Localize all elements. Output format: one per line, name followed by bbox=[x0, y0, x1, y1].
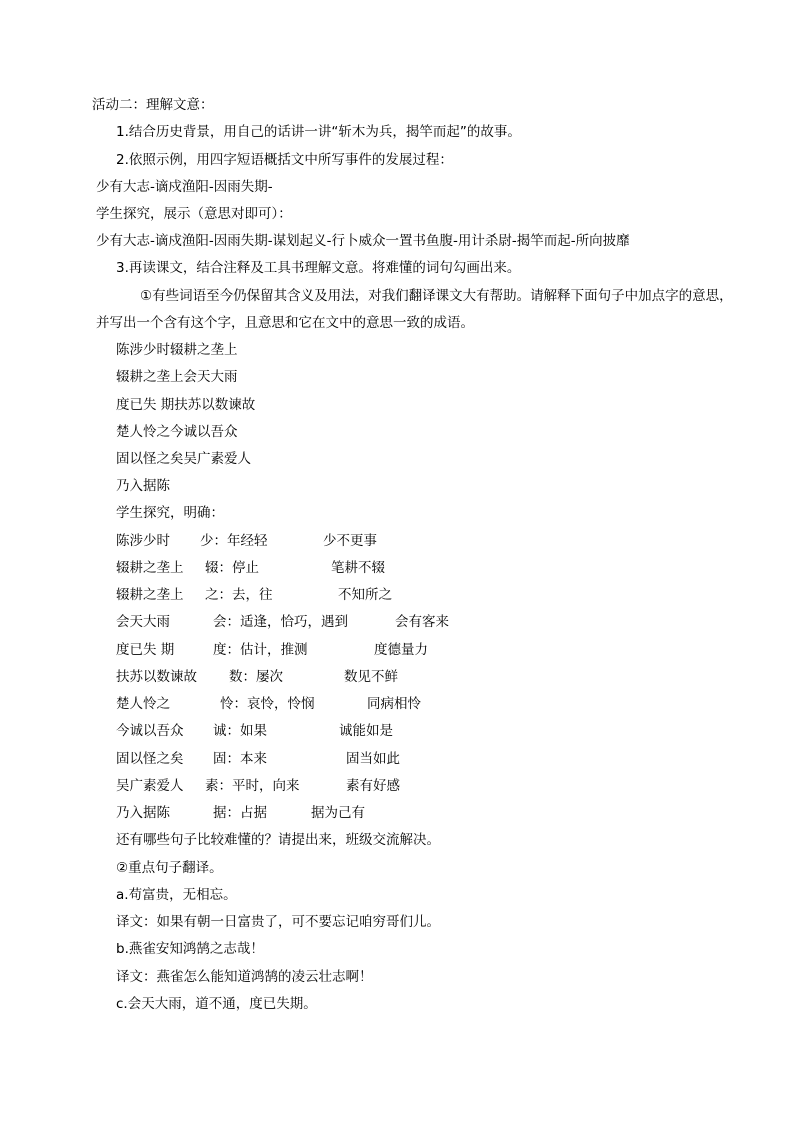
sentence-3: 度已失 期扶苏以数谏故 bbox=[116, 397, 256, 413]
student-explore-clarify: 学生探究，明确： bbox=[116, 505, 224, 521]
student-explore-show: 学生探究，展示（意思对即可）： bbox=[96, 206, 292, 222]
answer-phrase: 辍耕之垄上 bbox=[116, 587, 184, 603]
answer-meaning: 会：适逢，恰巧，遇到 bbox=[213, 614, 348, 630]
answer-meaning: 据：占据 bbox=[213, 805, 267, 821]
note-1-line-1: ①有些词语至今仍保留其含义及用法，对我们翻译课文大有帮助。请解释下面句子中加点字的意思， bbox=[140, 288, 733, 304]
answer-phrase: 辍耕之垄上 bbox=[116, 560, 184, 576]
task-3: 3.再读课文，结合注释及工具书理解文意。将难懂的词句勾画出来。 bbox=[116, 260, 521, 276]
answer-idiom: 会有客来 bbox=[395, 614, 449, 630]
answer-meaning: 怜：哀怜，怜悯 bbox=[220, 696, 315, 712]
answer-phrase: 固以怪之矣 bbox=[116, 751, 184, 767]
answer-phrase: 扶苏以数谏故 bbox=[116, 669, 197, 685]
answer-idiom: 固当如此 bbox=[346, 751, 400, 767]
answer-idiom: 不知所之 bbox=[338, 587, 392, 603]
answer-meaning: 辍：停止 bbox=[205, 560, 259, 576]
answer-meaning: 度：估计，推测 bbox=[213, 642, 308, 658]
answer-meaning: 数：屡次 bbox=[229, 669, 283, 685]
sentence-5: 固以怪之矣吴广素爱人 bbox=[116, 451, 251, 467]
sentence-6: 乃入据陈 bbox=[116, 478, 170, 494]
note-1-line-2: 并写出一个含有这个字，且意思和它在文中的意思一致的成语。 bbox=[96, 315, 474, 331]
answer-meaning: 固：本来 bbox=[213, 751, 267, 767]
answer-idiom: 笔耕不辍 bbox=[331, 560, 385, 576]
full-sequence: 少有大志-谪戍渔阳-因雨失期-谋划起义-行卜威众一置书鱼腹-用计杀尉-揭竿而起-所向披靡 bbox=[96, 233, 630, 249]
answer-phrase: 度已失 期 bbox=[116, 642, 175, 658]
answer-meaning: 之：去，往 bbox=[205, 587, 273, 603]
activity-heading: 活动二：理解文意： bbox=[92, 97, 214, 113]
item-a: a.苟富贵，无相忘。 bbox=[116, 887, 237, 903]
answer-phrase: 陈涉少时 bbox=[116, 533, 170, 549]
sentence-2: 辍耕之垄上会天大雨 bbox=[116, 369, 238, 385]
answer-idiom: 同病相怜 bbox=[367, 696, 421, 712]
answer-phrase: 会天大雨 bbox=[116, 614, 170, 630]
answer-meaning: 少：年经轻 bbox=[200, 533, 268, 549]
example-sequence: 少有大志-谪戍渔阳-因雨失期- bbox=[96, 179, 273, 195]
answer-meaning: 素：平时，向来 bbox=[205, 778, 300, 794]
answer-idiom: 素有好感 bbox=[346, 778, 400, 794]
item-a-translation: 译文：如果有朝一日富贵了，可不要忘记咱穷哥们儿。 bbox=[116, 914, 440, 930]
answer-idiom: 数见不鲜 bbox=[344, 669, 398, 685]
answer-phrase: 今诚以吾众 bbox=[116, 723, 184, 739]
item-b-translation: 译文：燕雀怎么能知道鸿鹄的凌云壮志啊！ bbox=[116, 969, 373, 985]
answer-idiom: 诚能如是 bbox=[339, 723, 393, 739]
answer-phrase: 乃入据陈 bbox=[116, 805, 170, 821]
answer-phrase: 楚人怜之 bbox=[116, 696, 170, 712]
note-2: ②重点句子翻译。 bbox=[116, 860, 223, 876]
answer-idiom: 少不更事 bbox=[323, 533, 377, 549]
task-1: 1.结合历史背景，用自己的话讲一讲“斩木为兵，揭竿而起”的故事。 bbox=[116, 124, 521, 140]
item-b: b.燕雀安知鸿鹄之志哉！ bbox=[116, 941, 264, 957]
answer-meaning: 诚：如果 bbox=[213, 723, 267, 739]
item-c: c.会天大雨，道不通，度已失期。 bbox=[116, 996, 317, 1012]
task-2: 2.依照示例，用四字短语概括文中所写事件的发展过程： bbox=[116, 152, 453, 168]
answer-idiom: 据为己有 bbox=[311, 805, 365, 821]
question-more: 还有哪些句子比较难懂的？请提出来，班级交流解决。 bbox=[116, 832, 440, 848]
sentence-1: 陈涉少时辍耕之垄上 bbox=[116, 342, 238, 358]
answer-idiom: 度德量力 bbox=[374, 642, 428, 658]
sentence-4: 楚人怜之今诚以吾众 bbox=[116, 424, 238, 440]
answer-phrase: 吴广素爱人 bbox=[116, 778, 184, 794]
